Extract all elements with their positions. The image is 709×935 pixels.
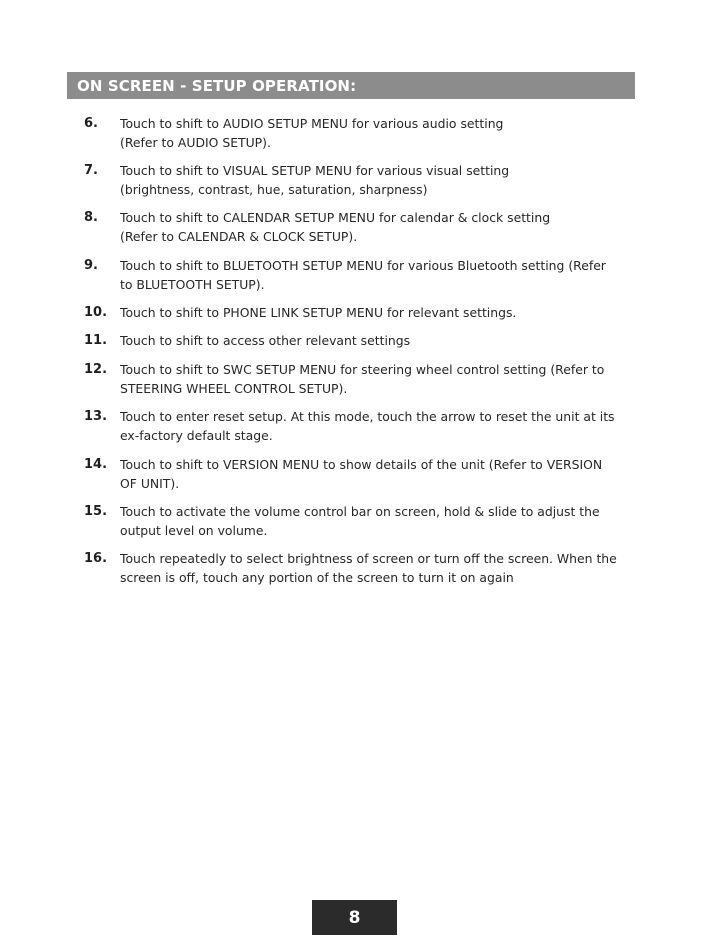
item-number: 11. (84, 333, 108, 348)
item-text (120, 208, 632, 246)
item-text (120, 256, 632, 294)
item-number: 7. (84, 163, 98, 178)
item-text (120, 455, 632, 493)
item-text (120, 331, 632, 350)
item-text (120, 360, 632, 398)
item-number: 14. (84, 457, 108, 472)
section-header-bar (67, 72, 635, 99)
item-number: 13. (84, 409, 108, 424)
item-text-line: output level on volume. (120, 523, 268, 538)
item-text (120, 549, 632, 587)
item-number: 6. (84, 116, 98, 131)
item-text (120, 161, 632, 199)
item-text-line: Touch to shift to AUDIO SETUP MENU for various audio setting (120, 116, 504, 131)
item-text-line: Touch to enter reset setup. At this mode, touch the arrow to reset the unit at its (120, 409, 615, 424)
item-text (120, 502, 632, 540)
item-text-line: Touch to shift to CALENDAR SETUP MENU for calendar & clock setting (120, 210, 551, 225)
item-text-line: Touch to activate the volume control bar on screen, hold & slide to adjust the (120, 504, 600, 519)
item-text-line: (Refer to AUDIO SETUP). (120, 135, 271, 150)
item-text-line: (brightness, contrast, hue, saturation, sharpness) (120, 182, 428, 197)
section-title: ON SCREEN - SETUP OPERATION: (77, 76, 357, 95)
item-text-line: ex-factory default stage. (120, 428, 273, 443)
item-text-line: Touch to shift to VERSION MENU to show details of the unit (Refer to VERSION (120, 457, 603, 472)
item-text-line: (Refer to CALENDAR & CLOCK SETUP). (120, 229, 358, 244)
item-text-line: Touch repeatedly to select brightness of screen or turn off the screen. When the (120, 551, 617, 566)
item-text-line: Touch to shift to access other relevant settings (120, 333, 411, 348)
item-text-line: Touch to shift to PHONE LINK SETUP MENU for relevant settings. (120, 305, 517, 320)
item-text (120, 303, 632, 322)
item-text-line: Touch to shift to VISUAL SETUP MENU for various visual setting (120, 163, 510, 178)
item-number: 12. (84, 362, 108, 377)
page-number: 8 (348, 907, 361, 928)
item-number: 15. (84, 504, 108, 519)
page-number-box (312, 900, 397, 935)
item-number: 16. (84, 551, 108, 566)
item-text-line: STEERING WHEEL CONTROL SETUP). (120, 381, 348, 396)
item-number: 9. (84, 258, 98, 273)
item-text-line: screen is off, touch any portion of the screen to turn it on again (120, 570, 514, 585)
item-number: 10. (84, 305, 108, 320)
item-text-line: to BLUETOOTH SETUP). (120, 277, 265, 292)
item-text (120, 114, 632, 152)
item-number: 8. (84, 210, 98, 225)
item-text (120, 407, 632, 445)
item-text-line: Touch to shift to BLUETOOTH SETUP MENU for various Bluetooth setting (Refer (120, 258, 606, 273)
item-text-line: OF UNIT). (120, 476, 180, 491)
item-text-line: Touch to shift to SWC SETUP MENU for steering wheel control setting (Refer to (120, 362, 605, 377)
